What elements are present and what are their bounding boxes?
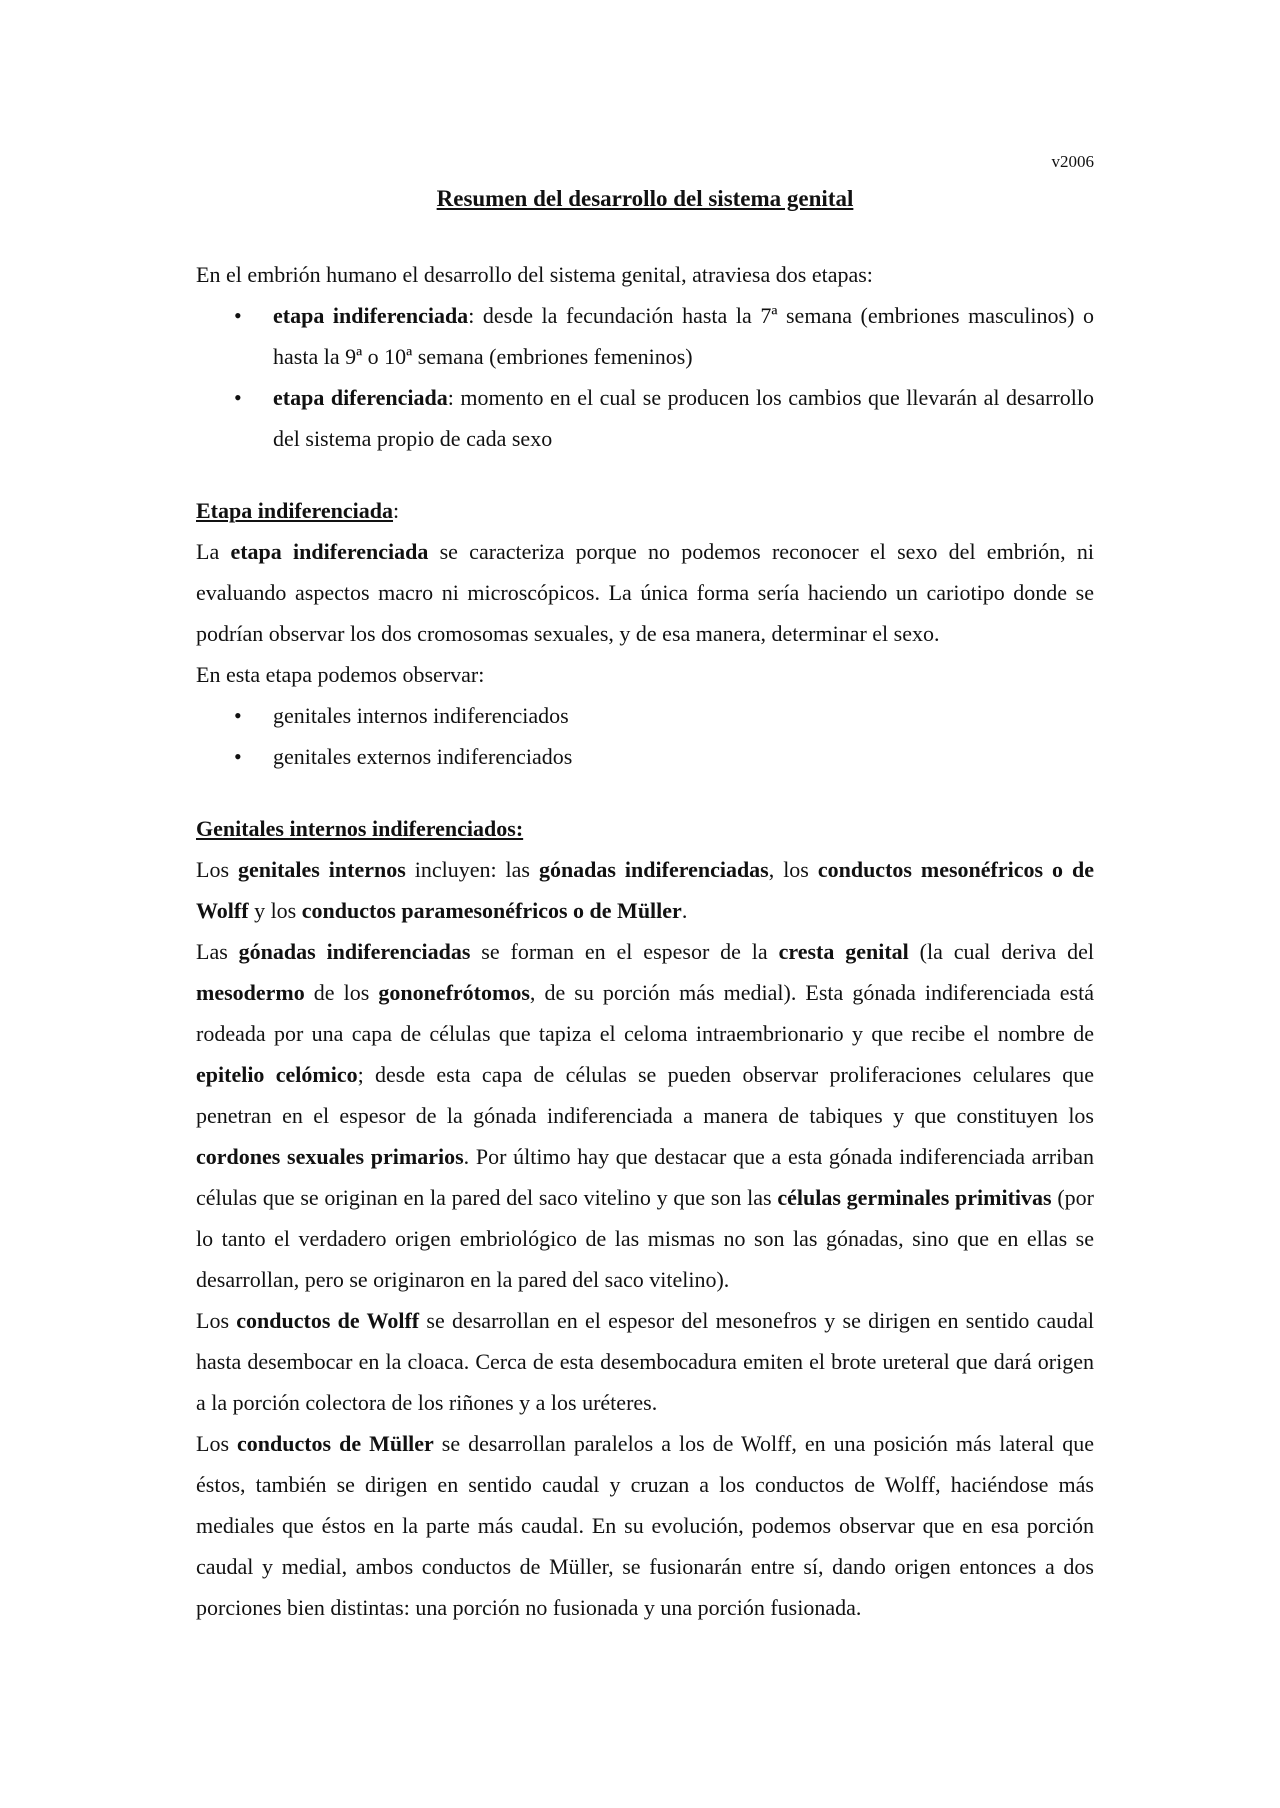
text-run: Los xyxy=(196,1308,237,1333)
section-heading xyxy=(196,490,1094,531)
text-run: se desarrollan en el espesor del mesonefros y se dirigen en sentido caudal hasta desembocar en la cloaca. Cerca de esta desembocadura emiten el brote ureteral que dará origen a la porción colectora de los riñones y a los uréteres. xyxy=(196,1308,1094,1415)
text-run: ; desde esta capa de células se pueden observar proliferaciones celulares que penetran en el espesor de la gónada indiferenciada a manera de tabiques y que constituyen los xyxy=(196,1062,1095,1128)
text-run: Los xyxy=(196,857,238,882)
paragraph xyxy=(196,931,1094,1300)
bold-term: conductos mesonéfricos o de Wolff xyxy=(196,857,1094,923)
document-body xyxy=(196,254,1094,1628)
spacer xyxy=(196,459,1094,490)
bold-term: gononefrótomos xyxy=(378,980,530,1005)
text-run: (por lo tanto el verdadero origen embriológico de las mismas no son las gónadas, sino que en ellas se desarrollan, pero se originaron en la pared del saco vitelino). xyxy=(196,1185,1094,1292)
paragraph: En esta etapa podemos observar: xyxy=(196,662,485,687)
intro-paragraph: En el embrión humano el desarrollo del sistema genital, atraviesa dos etapas: xyxy=(196,262,873,287)
section-heading-text: Genitales internos indiferenciados: xyxy=(196,816,524,841)
text-run: se caracteriza porque no podemos reconocer el sexo del embrión, ni evaluando aspectos macro ni microscópicos. La única forma sería haciendo un cariotipo donde se podrían observar los dos cromosomas sexuales, y de esa manera, determinar el sexo. xyxy=(196,539,1095,646)
bold-term: cordones sexuales primarios xyxy=(196,1144,464,1169)
paragraph xyxy=(196,1300,1094,1423)
spacer xyxy=(196,777,1094,808)
bold-term: etapa indiferenciada xyxy=(230,539,429,564)
bold-term: genitales internos xyxy=(237,857,406,882)
bold-term: conductos de Wolff xyxy=(236,1308,420,1333)
document-page xyxy=(196,0,1094,1808)
text-run: y los xyxy=(248,898,302,923)
stage-term: etapa diferenciada xyxy=(273,385,448,410)
list-item: • genitales internos indiferenciados xyxy=(196,695,1094,736)
text-run: (la cual deriva del xyxy=(908,939,1095,964)
section-heading-suffix: : xyxy=(393,498,400,523)
paragraph xyxy=(196,531,1094,654)
text-run: Los xyxy=(196,1431,237,1456)
stage-text: : desde la fecundación hasta la 7ª semana (embriones masculinos) o hasta la 9ª o 10ª semana (embriones femeninos) xyxy=(273,303,1095,369)
text-run: La xyxy=(196,539,231,564)
bold-term: mesodermo xyxy=(196,980,305,1005)
bold-term: conductos de Müller xyxy=(236,1431,434,1456)
stage-term: etapa indiferenciada xyxy=(273,303,469,328)
list-item: • genitales externos indiferenciados xyxy=(196,736,1094,777)
text-run: . xyxy=(681,898,688,923)
section-heading xyxy=(196,808,1094,849)
text-run: de los xyxy=(304,980,379,1005)
stages-list xyxy=(196,295,1094,459)
bold-term: conductos paramesonéfricos o de Müller xyxy=(301,898,682,923)
bold-term: epitelio celómico xyxy=(196,1062,358,1087)
bold-term: gónadas indiferenciadas xyxy=(238,939,471,964)
text-run: Las xyxy=(196,939,239,964)
text-run: incluyen: las xyxy=(405,857,539,882)
text-run: se forman en el espesor de la xyxy=(470,939,779,964)
paragraph xyxy=(196,1423,1094,1628)
text-run: se desarrollan paralelos a los de Wolff, en una posición más lateral que éstos, también se dirigen en sentido caudal y cruzan a los conductos de Wolff, haciéndose más mediales que éstos en la parte más caudal. En su evolución, podemos observar que en esa porción caudal y medial, ambos conductos de Müller, se fusionarán entre sí, dando origen entonces a dos porciones bien distintas: una porción no fusionada y una porción fusionada. xyxy=(196,1431,1094,1620)
paragraph xyxy=(196,849,1094,931)
bold-term: células germinales primitivas xyxy=(777,1185,1052,1210)
document-title: Resumen del desarrollo del sistema genital xyxy=(436,186,854,211)
version-label: v2006 xyxy=(1051,152,1094,171)
observations-list xyxy=(196,695,1094,777)
stage-item xyxy=(196,377,1094,459)
text-run: , de su porción más medial). Esta gónada indiferenciada está rodeada por una capa de células que tapiza el celoma intraembrionario y que recibe el nombre de xyxy=(196,980,1094,1046)
stage-text: : momento en el cual se producen los cambios que llevarán al desarrollo del sistema propio de cada sexo xyxy=(273,385,1095,451)
section-heading-text: Etapa indiferenciada xyxy=(196,498,394,523)
bold-term: cresta genital xyxy=(778,939,909,964)
stage-item xyxy=(196,295,1094,377)
text-run: . Por último hay que destacar que a esta gónada indiferenciada arriban células que se originan en la pared del saco vitelino y que son las xyxy=(196,1144,1095,1210)
text-run: , los xyxy=(768,857,818,882)
bold-term: gónadas indiferenciadas xyxy=(538,857,769,882)
